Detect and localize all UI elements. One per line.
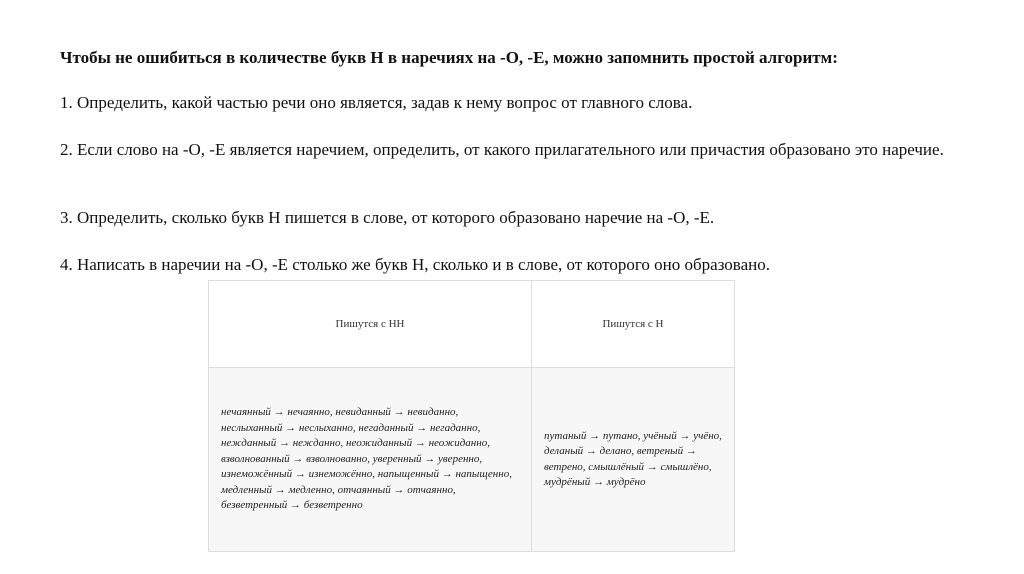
table-row — [209, 368, 735, 552]
heading: Чтобы не ошибиться в количестве букв Н в наречиях на -О, -Е, можно запомнить простой алгоритм: — [60, 48, 838, 67]
table-header-row — [209, 281, 735, 368]
header-nn: Пишутся с НН — [209, 281, 532, 368]
cell-n-examples: путаный → путано, учёный → учёно, деланый → делано, ветреный → ветрено, смышлёный → смышлёно, мудрёный → мудрёно — [532, 368, 735, 552]
spelling-table — [208, 280, 735, 552]
step-2: 2. Если слово на -О, -Е является наречием, определить, от какого прилагательного или причастия образовано это наречие. — [60, 140, 944, 159]
step-1: 1. Определить, какой частью речи оно является, задав к нему вопрос от главного слова. — [60, 93, 693, 112]
step-3: 3. Определить, сколько букв Н пишется в слове, от которого образовано наречие на -О, -Е. — [60, 208, 715, 227]
header-n: Пишутся с Н — [532, 281, 735, 368]
step-4: 4. Написать в наречии на -О, -Е столько же букв Н, сколько и в слове, от которого оно образовано. — [60, 255, 770, 274]
cell-nn-examples: нечаянный → нечаянно, невиданный → невиданно, неслыханный → неслыханно, негаданный → негаданно, нежданный → нежданно, неожиданный → неожиданно, взволнованный → взволнованно, уверенный → уверенно, изнеможённый → изнеможённо, напыщенный → напыщенно, медленный → медленно, отчаянный → отчаянно, безветренный → безветренно — [209, 368, 532, 552]
